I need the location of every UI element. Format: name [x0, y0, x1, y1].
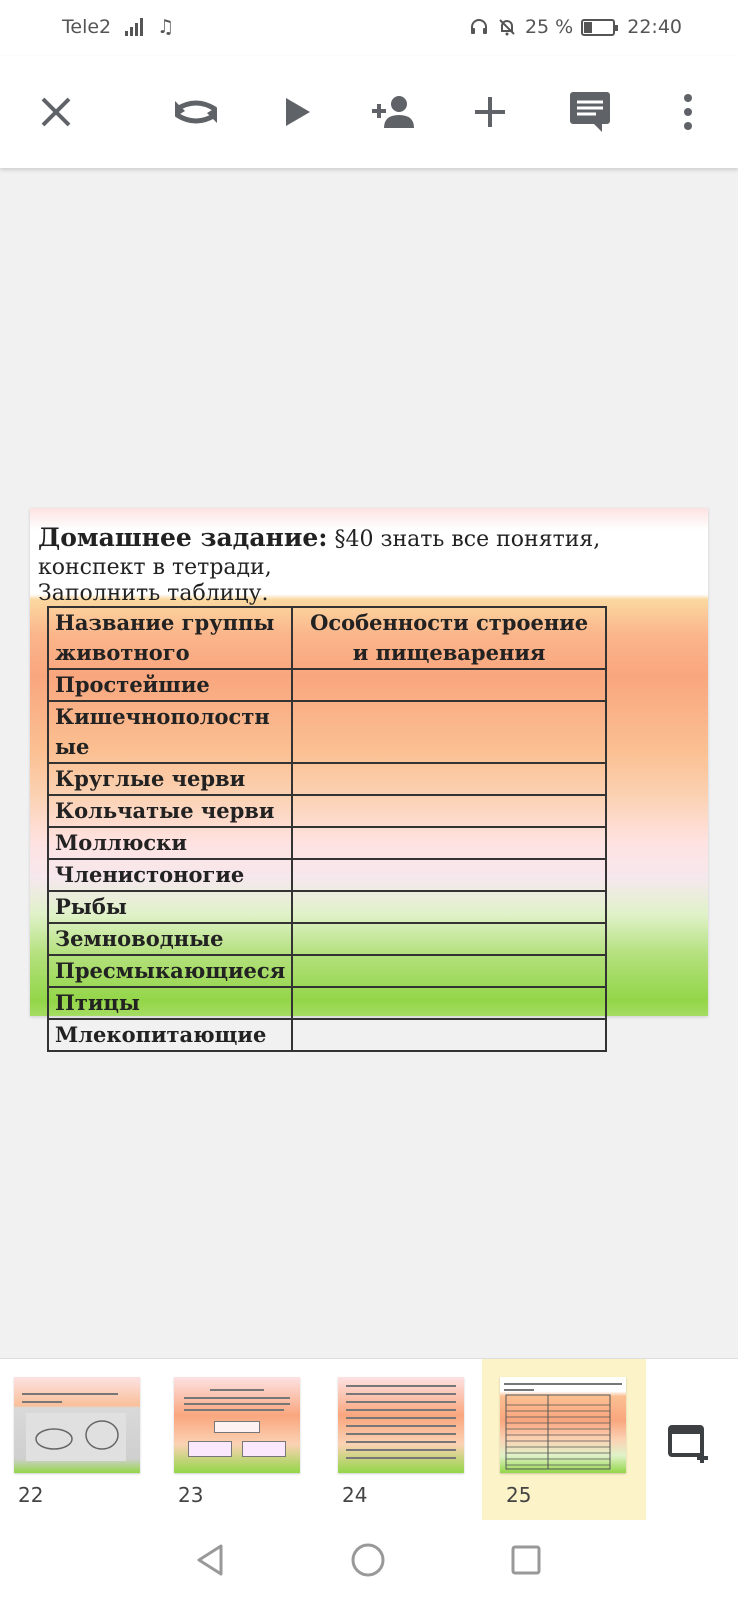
- row-label: Земноводные: [48, 923, 292, 955]
- present-button[interactable]: [264, 78, 332, 146]
- system-navigation-bar: [0, 1520, 738, 1600]
- row-empty-cell: [292, 891, 606, 923]
- recents-icon: [510, 1544, 542, 1576]
- table-row: [48, 669, 606, 701]
- row-empty-cell: [292, 763, 606, 795]
- close-icon: [39, 95, 73, 129]
- table-row: [48, 701, 606, 763]
- carrier-name: Tele2: [62, 16, 112, 38]
- row-label: Пресмыкающиеся: [48, 955, 292, 987]
- header-features: Особенности строение и пищеварения: [292, 607, 606, 669]
- thumbnail-24[interactable]: [338, 1377, 464, 1473]
- status-bar: [0, 0, 738, 56]
- header-group-name: Название группы животного: [48, 607, 292, 669]
- table-row: [48, 827, 606, 859]
- signal-icon: [125, 18, 143, 36]
- home-button[interactable]: [344, 1536, 392, 1584]
- row-empty-cell: [292, 859, 606, 891]
- thumbnail-22[interactable]: [14, 1377, 140, 1473]
- row-empty-cell: [292, 923, 606, 955]
- homework-instructions: §40 знать все понятия, конспект в тетради,: [38, 527, 601, 580]
- row-label: Рыбы: [48, 891, 292, 923]
- more-vert-icon: [683, 94, 693, 130]
- animal-groups-table: [47, 606, 607, 1052]
- back-icon: [195, 1543, 225, 1577]
- more-options-button[interactable]: [654, 78, 722, 146]
- table-row: [48, 795, 606, 827]
- thumbnail-25[interactable]: [500, 1377, 626, 1473]
- row-label: Млекопитающие: [48, 1019, 292, 1051]
- table-row: [48, 891, 606, 923]
- row-label: Простейшие: [48, 669, 292, 701]
- table-row: [48, 763, 606, 795]
- home-icon: [350, 1542, 386, 1578]
- table-row: [48, 859, 606, 891]
- close-button[interactable]: [22, 78, 90, 146]
- row-label: Круглые черви: [48, 763, 292, 795]
- add-person-icon: [370, 94, 418, 130]
- add-button[interactable]: [456, 78, 524, 146]
- thumbnail-number: 22: [18, 1483, 44, 1507]
- row-label: Кишечнополостные: [48, 701, 292, 763]
- homework-text: [38, 524, 698, 582]
- swap-button[interactable]: [162, 78, 230, 146]
- row-empty-cell: [292, 669, 606, 701]
- table-row: [48, 923, 606, 955]
- table-row: [48, 1019, 606, 1051]
- row-empty-cell: [292, 701, 606, 763]
- top-toolbar: [0, 56, 738, 168]
- row-empty-cell: [292, 955, 606, 987]
- row-label: Членистоногие: [48, 859, 292, 891]
- clock: 22:40: [627, 16, 682, 38]
- swap-icon: [173, 97, 219, 127]
- comment-icon: [568, 91, 612, 133]
- comments-button[interactable]: [556, 78, 624, 146]
- battery-percent: 25 %: [524, 16, 574, 38]
- row-label: Кольчатые черви: [48, 795, 292, 827]
- row-empty-cell: [292, 1019, 606, 1051]
- row-label: Птицы: [48, 987, 292, 1019]
- thumbnail-number: 25: [506, 1483, 532, 1507]
- table-header-row: [48, 607, 606, 669]
- fill-table-instruction: Заполнить таблицу.: [38, 581, 269, 606]
- slide-thumbnails-strip: [0, 1358, 738, 1520]
- add-slide-button[interactable]: [668, 1423, 712, 1463]
- row-empty-cell: [292, 795, 606, 827]
- add-slide-icon: [668, 1423, 712, 1463]
- row-label: Моллюски: [48, 827, 292, 859]
- thumbnail-table: [500, 1377, 626, 1473]
- row-empty-cell: [292, 827, 606, 859]
- recents-button[interactable]: [502, 1536, 550, 1584]
- play-icon: [284, 96, 312, 128]
- table-row: [48, 955, 606, 987]
- thumbnail-image: [14, 1377, 140, 1473]
- add-icon: [473, 95, 507, 129]
- back-button[interactable]: [186, 1536, 234, 1584]
- thumbnail-23[interactable]: [174, 1377, 300, 1473]
- share-button[interactable]: [360, 78, 428, 146]
- thumbnail-number: 24: [342, 1483, 368, 1507]
- music-note-icon: ♫: [157, 16, 175, 38]
- thumbnail-number: 23: [178, 1483, 204, 1507]
- table-row: [48, 987, 606, 1019]
- battery-icon: [581, 19, 615, 36]
- alarm-off-icon: [497, 17, 517, 37]
- headset-icon: [469, 17, 489, 37]
- row-empty-cell: [292, 987, 606, 1019]
- homework-title: Домашнее задание:: [38, 523, 328, 552]
